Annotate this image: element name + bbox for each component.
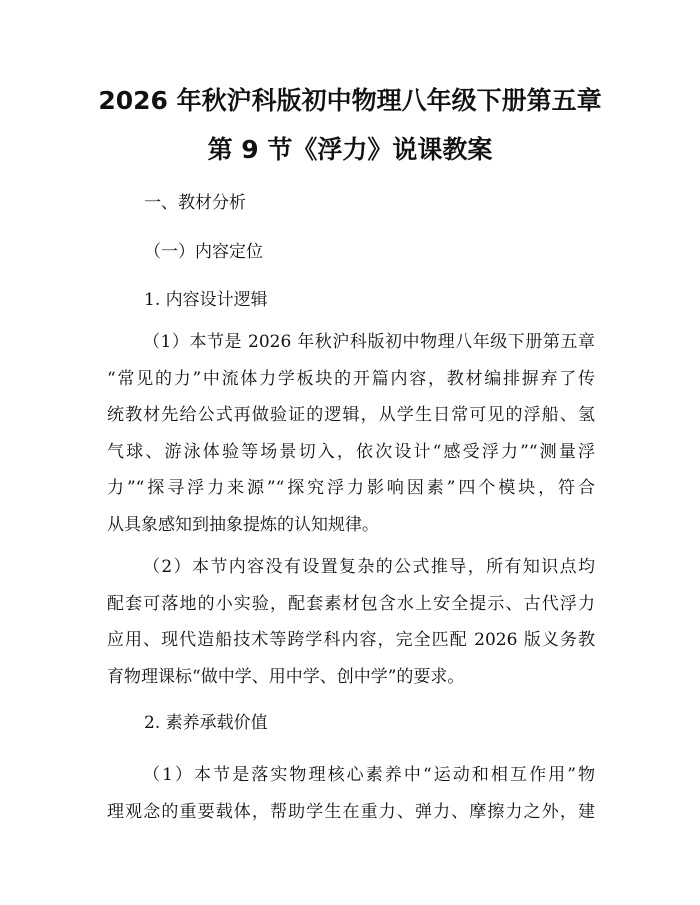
document-title-line-1: 2026 年秋沪科版初中物理八年级下册第五章 <box>98 86 602 115</box>
paragraph-1-line: “常见的力”中流体力学板块的开篇内容，教材编排摒弃了传 <box>107 368 595 389</box>
section-heading-1: 一、教材分析 <box>144 193 246 213</box>
paragraph-1-line: （1）本节是 2026 年秋沪科版初中物理八年级下册第五章 <box>143 332 595 352</box>
paragraph-3 <box>107 757 595 830</box>
subsection-heading-1: （一）内容定位 <box>144 242 263 262</box>
paragraph-1-line: 气球、游泳体验等场景切入，依次设计“感受浮力”“测量浮 <box>107 441 595 462</box>
subsubsection-heading-1: 1. 内容设计逻辑 <box>144 290 268 310</box>
paragraph-2-line: 育物理课标“做中学、用中学、创中学”的要求。 <box>107 666 465 687</box>
document-title-line-2: 第 9 节《浮力》说课教案 <box>207 135 493 164</box>
paragraph-3-line: （1）本节是落实物理核心素养中“运动和相互作用”物 <box>143 765 595 785</box>
paragraph-1-line: 从具象感知到抽象提炼的认知规律。 <box>107 514 379 535</box>
paragraph-2 <box>107 549 595 695</box>
paragraph-2-line: （2）本节内容没有设置复杂的公式推导，所有知识点均 <box>143 557 595 577</box>
subsubsection-heading-2: 2. 素养承载价值 <box>144 713 268 733</box>
paragraph-1-line: 统教材先给公式再做验证的逻辑，从学生日常可见的浮船、氢 <box>107 405 595 425</box>
paragraph-3-line: 理观念的重要载体，帮助学生在重力、弹力、摩擦力之外，建 <box>107 801 595 822</box>
paragraph-1 <box>107 324 595 543</box>
paragraph-2-line: 配套可落地的小实验，配套素材包含水上安全提示、古代浮力 <box>107 593 595 614</box>
paragraph-1-line: 力”“探寻浮力来源”“探究浮力影响因素”四个模块，符合 <box>107 478 595 498</box>
paragraph-2-line: 应用、现代造船技术等跨学科内容，完全匹配 2026 版义务教 <box>107 630 595 650</box>
